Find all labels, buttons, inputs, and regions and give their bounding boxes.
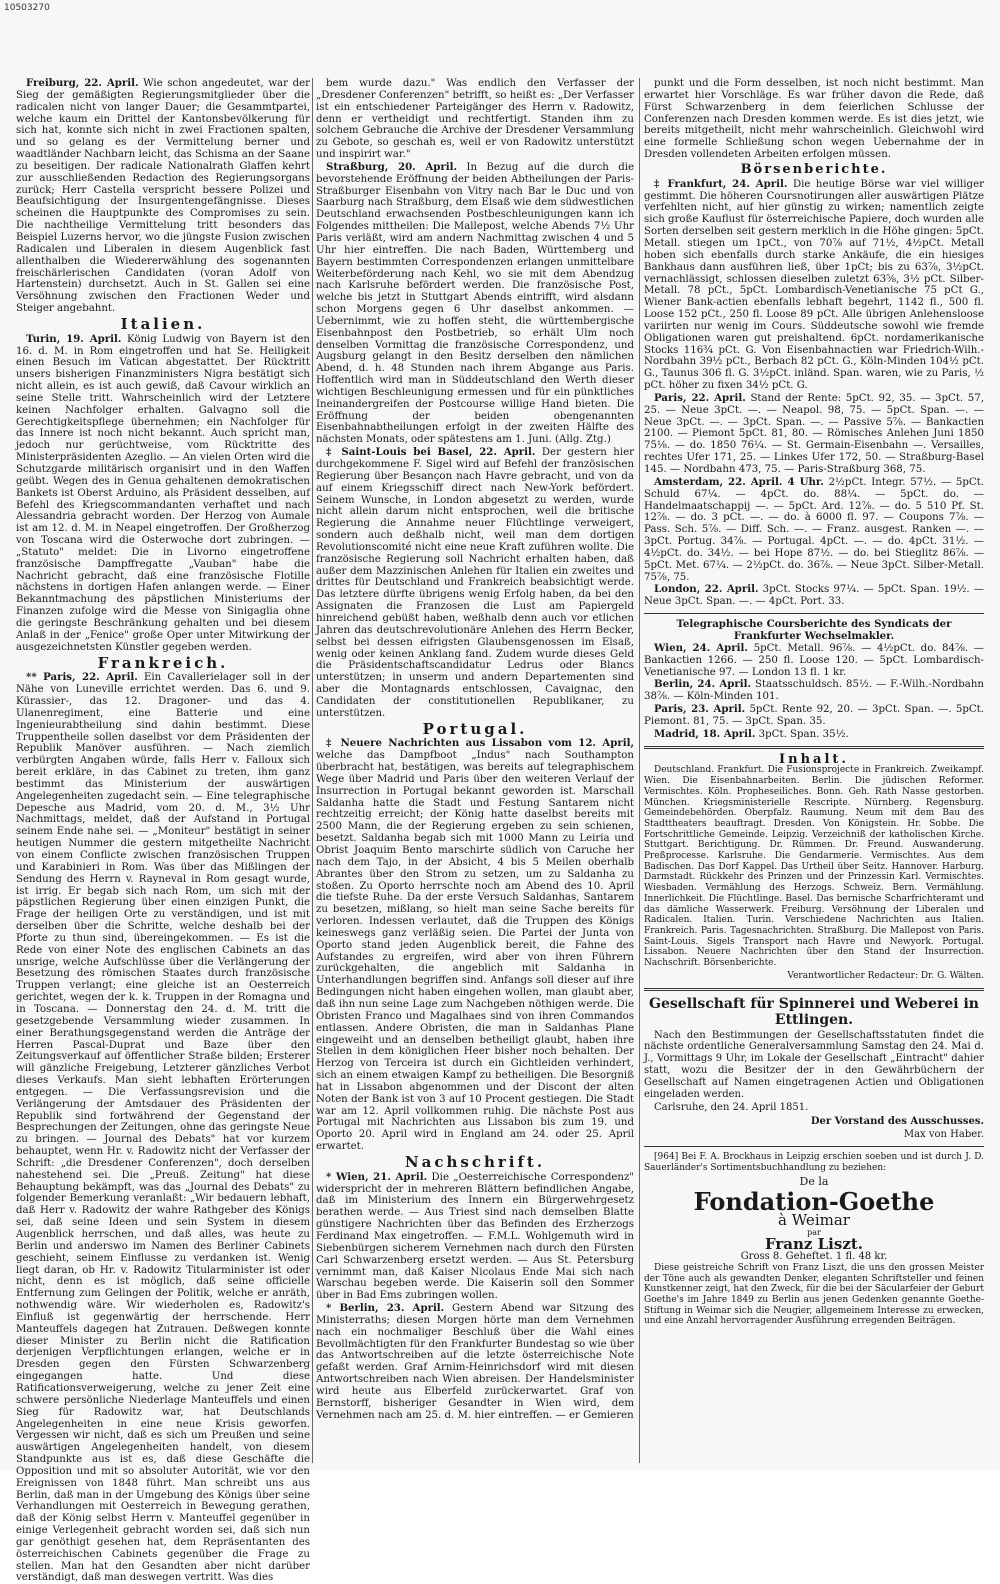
- market-report: [644, 477, 984, 584]
- article-dateline: ‡ Frankfurt, 24. April.: [654, 177, 788, 190]
- advertisement-intro: [964] Bei F. A. Brockhaus in Leipzig erschien soeben und ist durch J. D. Sauerländer's Sortimentsbuchhandlung zu beziehen:: [644, 1152, 984, 1173]
- contents-heading: Inhalt.: [779, 751, 849, 767]
- page-id: 10503270: [4, 3, 50, 13]
- article-dateline: Berlin, 24. April.: [654, 678, 752, 691]
- market-report: [644, 643, 984, 679]
- article-text: punkt und die Form desselben, ist noch nicht bestimmt. Man erwartet hier Vorschläge. Es war früher davon die Rede, daß Fürst Schwarzenberg in dem feierlichen Schlusse der Conferenzen nach Dresden kommen werde. Es ist dies jetzt, wie bereits mitgetheilt, nicht mehr wahrscheinlich. Gleichwohl wird eine formelle Schließung schon wegen Uebernahme der in Dresden vollendeten Arbeiten erfolgen müssen.: [644, 78, 984, 161]
- article: [316, 1172, 634, 1302]
- article-text: 3pCt. Stocks 97¼. — 5pCt. Span. 19½. — Neue 3pCt. Span. —. — 4pCt. Port. 33.: [644, 584, 984, 608]
- section-heading-boersen: Börsenberichte.: [740, 161, 888, 177]
- book-title: Fondation-Goethe: [693, 1187, 935, 1217]
- advertisement-date: Carlsruhe, den 24. April 1851.: [654, 1101, 809, 1113]
- article-text: Der gestern hier durchgekommene F. Sigel wird auf Befehl der französischen Regierung über Besançon nach Havre gebracht, und von da auf einem Kriegsschiff direct nach New-York befördert. Seinem Wunsche, in London abgesetzt zu werden, wurde nicht allein darum nicht entsprochen, weil die britische Regierung die Annahme neuer Flüchtlinge verweigert, sondern auch deßhalb nicht, weil man dem dortigen Revolutionscomité nicht eine neue Kraft zuführen wollte. Die französische Regierung soll Nachricht erhalten haben, daß außer dem Mazzinischen Anlehen für Italien ein zweites und drittes für Deutschland und Frankreich beabsichtigt werde. Das letztere dürfte übrigens wenig Erfolg haben, da bei den Assignaten die Franzosen die Lust am Papiergeld hinreichend gebüßt haben, weßhalb denn auch vor etlichen Jahren das deutschrevolutionäre Anlehen des Herrn Becker, selbst bei dessen eifrigsten Glaubensgenossen im Elsaß, wenig oder keinen Anklang fand. Zudem wurde dieses Geld die Präsidentschaftscandidatur Ledrus oder Blancs unterstützen; in unserm und andern Departementen sind aber die Montagnards entschlossen, Cavaignac, den Candidaten der constitutionellen Republikaner, zu unterstützen.: [316, 447, 634, 719]
- article-dateline: Freiburg, 22. April.: [26, 77, 139, 89]
- article-dateline: ‡ Neuere Nachrichten aus Lissabon vom 12. April,: [326, 737, 634, 750]
- telegraph-title: Telegraphische Coursberichte des Syndicats der Frankfurter Wechselmakler.: [676, 618, 952, 642]
- article: [316, 78, 634, 161]
- article-dateline: Straßburg, 20. April.: [326, 160, 458, 173]
- article: [316, 1303, 634, 1421]
- editor-line: Verantwortlicher Redacteur: Dr. G. Wälten.: [787, 970, 984, 981]
- article-dateline: ‡ Saint-Louis bei Basel, 22. April.: [326, 446, 536, 459]
- book-title-prefix: De la: [799, 1174, 829, 1188]
- article: [16, 334, 310, 654]
- article-text: Staatsschuldsch. 85½. — F.-Wilh.-Nordbahn 38⅞. — Köln-Minden 101.: [644, 679, 984, 703]
- section-heading-frankreich: Frankreich.: [97, 653, 229, 672]
- article-text: 5pCt. Rente 92, 20. — 3pCt. Span. —. 5pCt. Piemont. 81, 75. — 3pCt. Span. 35.: [644, 704, 985, 727]
- column-2: [316, 78, 634, 1463]
- article-text: 3pCt. Span. 35½.: [758, 728, 849, 740]
- column-divider: [312, 78, 313, 1463]
- article-dateline: Madrid, 18. April.: [654, 727, 756, 740]
- article-text: In Bezug auf die durch die bevorstehende Eröffnung der beiden Abtheilungen der Paris-Straßburger Eisenbahn von Vitry nach Bar le Duc und von Saarburg nach Straßburg, dem Elsaß wie dem südwestlichen Deutschland erwachsenden Postbeschleunigungen kann ich Folgendes mittheilen: Die Mallepost, welche Abends 7½ Uhr Paris verläßt, wird am andern Nachmittag zwischen 4 und 5 Uhr hier eintreffen. Die nach Baden, Württemberg und Bayern bestimmten Correspondenzen erlangen unmittelbare Weiterbeförderung nach Kehl, wo sie mit dem Abendzug nach Karlsruhe befördert werden. Die französische Post, welche bis jetzt in Stuttgart Abends eintrifft, wird alsdann schon Morgens gegen 6 Uhr daselbst ankommen. — Uebernimmt, wie zu hoffen steht, die württembergische Eisenbahnpost den Postbetrieb, so erhält Ulm noch denselben Vormittag die französische Correspondenz, und Augsburg gelangt in den Besitz derselben den nämlichen Abend, d. h. 48 Stunden nach ihrem Abgange aus Paris. Hoffentlich wird man in Süddeutschland den Werth dieser wichtigen Beschleunigung ermessen und für ein pünktliches Ineinandergreifen der Postcourse willige Hand bieten. Die Eröffnung der beiden obengenannten Eisenbahnabtheilungen erfolgt in der zweiten Hälfte des nächsten Monats, oder spätestens am 1. Juni. (Allg. Ztg.): [316, 161, 634, 446]
- market-report: [644, 584, 984, 608]
- section-heading-nachschrift: Nachschrift.: [404, 1152, 546, 1171]
- book-subtitle: à Weimar: [778, 1211, 850, 1230]
- market-report: [644, 704, 984, 728]
- market-report: [644, 679, 984, 703]
- divider: [644, 988, 984, 991]
- book-description: Diese geistreiche Schrift von Franz Liszt, die uns den grossen Meister der Töne auch als gewandten Denker, eleganten Schriftsteller und feinen Kunstkenner zeigt, hat den Zweck, für die bei der Säcularfeier der Geburt Goethe's im Jahre 1849 zu Berlin aus jenen Gedenken genannte Goethe-Stiftung in Weimar sich die Neugier, allgemeinem Interesse zu erwecken, und eine Anzahl hervorragender Ausführung erregenden Beiträgen.: [644, 1262, 984, 1327]
- article-dateline: Wien, 24. April.: [654, 641, 748, 654]
- article: [316, 447, 634, 719]
- article-text: bem wurde dazu." Was endlich den Verfasser der „Dresdener Conferenzen" betrifft, so heißt es: „Der Verfasser ist ein entschiedener Parteigänger des Herrn v. Radowitz, denn er vertheidigt und rechtfertigt. Standen ihm zu solchem Gebrauche die Archive der Dresdener Versammlung zu Gebote, so geschah es, weil er von Radowitz unterstützt und inspirirt war.": [316, 78, 634, 161]
- article-text: Die „Oesterreichische Correspondenz" widerspricht der in mehreren Blättern befindlichen Angabe, daß im Ministerium des Innern ein Bürgerwehrgesetz berathen werde. — Aus Triest sind nach demselben Blatte günstigere Nachrichten über das Befinden des Erzherzogs Ferdinand Max eingetroffen. — F.M.L. Wohlgemuth wird in Siebenbürgen sicherem Vernehmen nach durch den Fürsten Carl Schwarzenberg ersetzt werden. — Aus St. Petersburg vernimmt man, daß Kaiser Nicolaus Ende Mai sich nach Warschau begeben werde. Die Kaiserin soll den Sommer über in Bad Ems zubringen wollen.: [316, 1171, 634, 1302]
- book-author: Franz Liszt.: [764, 1235, 863, 1254]
- column-divider: [639, 78, 640, 1463]
- divider: [644, 1146, 984, 1147]
- market-report: [644, 729, 984, 741]
- section-heading-italien: Italien.: [120, 314, 206, 333]
- article: [16, 78, 310, 315]
- divider: [644, 746, 984, 749]
- advertisement-text: Nach den Bestimmungen der Gesellschaftsstatuten findet die nächste ordentliche Generalversammlung Samstag den 24. Mai d. J., Vormittags 9 Uhr, im Lokale der Gesellschaft „Eintracht" dahier statt, wozu die Besitzer der in den Gewährbüchern der Gesellschaft auf Namen eingetragenen Actien und Obligationen eingeladen werden.: [644, 1029, 984, 1100]
- article: [644, 78, 984, 161]
- article-text: Ein Cavallerielager soll in der Nähe von Luneville errichtet werden. Das 6. und 9. Kürassier-, das 12. Dragoner- und das 4. Ulanenregiment, eine Batterie und eine Ingenieurabtheilung sind dahin bestimmt. Diese Truppentheile sollen daselbst vor dem Präsidenten der Republik Manöver ausführen. — Nach ziemlich verbürgten Angaben würde, falls Herr v. Falloux sich bereit erkläre, in das Cabinet zu treten, ihm ganz bestimmt das Ministerium der auswärtigen Angelegenheiten zugedacht sein. — Eine telegraphische Depesche aus Madrid, vom 20. d. M., 3½ Uhr Nachmittags, meldet, daß der Aufstand in Portugal seinem Ende nahe sei. — „Moniteur" bestätigt in seiner heutigen Nummer die gestern mitgetheilte Nachricht von einem Conflicte zwischen französischen Truppen und Karabinieri in Rom. Was über das Mißlingen der Sendung des Herrn v. Rayneval in Rom gesagt wurde, ist irrig. Er begab sich nach Rom, um sich mit der päpstlichen Regierung über einen einzigen Punkt, die Frage der heiligen Orte zu verständigen, und ist mit derselben über die Schritte, welche deshalb bei der Pforte zu thun sind, übereingekommen. — Es ist die Rede von einer Note des englischen Cabinets an das unsrige, welche Aufschlüsse über die Verlängerung der Besetzung des römischen Staates durch französische Truppen verlangt; eine gleiche ist an Oesterreich gerichtet, wegen der k. k. Truppen in der Romagna und in Toscana. — Donnerstag den 24. d. M. tritt die gesetzgebende Versammlung wieder zusammen. In einer Berathungsgegenstand werden die Anträge der Herren Pascal-Duprat und Baze über den Zeitungsverkauf auf öffentlicher Straße bilden; Ersterer will gänzliche Freigebung, Letzterer gänzliches Verbot dieses Verkaufs. Man sieht lebhaften Erörterungen entgegen. — Die Verfassungsrevision und die Verlängerung der Amtsdauer des Präsidenten der Republik sind fortwährend der Gegenstand der Besprechungen der Zeitungen, ohne das geringste Neue zu bringen. — Journal des Debats" hat vor kurzem behauptet, wenn Hr. v. Radowitz nicht der Verfasser der Schrift: „die Dresdener Conferenzen", doch derselben nahestehend sei. Die „Preuß. Zeitung" hat diese Behauptung bekämpft, was das „Journal des Debats" zu folgender Bemerkung veranlaßt: „Wir bedauern lebhaft, daß Herr v. Radowitz der wahre Rathgeber des Königs sei, daß seine Ideen und sein System in diesem Augenblick herrschen, und daß alles, was heute zu Berlin und anderswo im Namen des Berliner Cabinets geschieht, seinem Einflusse zu verdanken ist. Wenig liegt daran, ob Hr. v. Radowitz Titularminister ist oder nicht, denn es ist möglich, daß seine officielle Entfernung zum Gelingen der Politik, welche er anräth, nothwendig wäre. Wir wiederholen es, Radowitz's Einfluß ist gegenwärtig der herrschende. Herr Manteuffels dagegen hat Zutrauen. Deßwegen konnte dieser Minister zu Berlin nicht die Ratification derjenigen Verpflichtungen erlangen, welche er in Dresden gegen den Fürsten Schwarzenberg eingegangen hatte. Und diese Ratificationsverweigerung, welche zu jener Zeit eine schwere persönliche Niederlage Manteuffels und einen Sieg für Radowitz war, hat Deutschlands Angelegenheiten in eine neue Krisis geworfen. Vergessen wir nicht, daß es sich um Preußen und seine auswärtigen Angelegenheiten handelt, von diesem Standpunkte aus ist es, daß diese Geschäfte die Opposition und mit so absoluter Autorität, wie vor den Ereignissen von 1848 führt. Man schreibt uns aus Berlin, daß man in der Umgebung des Königs über seine Verhandlungen mit Oesterreich in Bewegung gerathen, daß der König selbst Herrn v. Manteuffel gegenüber in einige Verlegenheit gebracht worden sei, daß sich nun gar genöthigt gesehen hat, dem Repräsentanten des österreichischen Cabinets gegenüber die Frage zu stellen. Man hat den Gesandten aber nicht darüber verständigt, daß man deswegen vertritt. Was dies: [16, 672, 310, 1584]
- article: [316, 738, 634, 1153]
- market-report: [644, 393, 984, 476]
- book-by: par: [807, 1228, 821, 1238]
- article-text: König Ludwig von Bayern ist den 16. d. M. in Rom eingetroffen und hat Se. Heiligkeit einen Besuch im Vatican abgestattet. Der Rücktritt unsers bisherigen Finanzministers Nigra bestätigt sich nicht allein, es ist auch gewiß, daß Cavour wirklich an seine Stelle tritt. Wahrscheinlich wird der Letztere keinen Nachfolger erhalten. Galvagno soll die Gerechtigkeitspflege übernehmen; ein Nachfolger für das Innere ist noch nicht bekannt. Auch spricht man, jedoch nur gerüchtweise, vom Rücktritte des Ministerpräsidenten Azeglio. — An vielen Orten wird die Schutzgarde militärisch organisirt und in den Waffen geübt. Wegen des in Genua gehaltenen demokratischen Bankets ist Oberst Arduino, als Präsident desselben, auf Befehl des Kriegscommandanten verhaftet und nach Alessandria gebracht worden. Der Herzog von Aumale ist am 12. d. M. in Neapel eingetroffen. Der Großherzog von Toscana wird die Osterwoche dort zubringen. — „Statuto" meldet: Die in Livorno eingetroffene französische Dampffregatte „Vauban" habe die Nachricht gebracht, daß eine französische Flotille nächstens in dortigen Hafen anlangen werde. — Einer Bekanntmachung des päpstlichen Ministeriums der Finanzen zufolge wird die Messe von Sinigaglia ohne die geringste Beschränkung gehalten und bei diesem Anlaß in der „Fenice" große Oper unter Mitwirkung der ausgezeichnetsten Künstler gegeben werden.: [16, 333, 310, 653]
- article-text: Stand der Rente: 5pCt. 92, 35. — 3pCt. 57, 25. — Neue 3pCt. —. — Neapol. 98, 75. — 5pCt. Span. —. — Neue 3pCt. —. — 3pCt. Span. —. — Passive 5⅞. — Bankactien 2100. — Piemont 5pCt. 81, 80. — Römisches Anlehen Juni 1850 75⅛. — do. 1850 76¼. — St. Germain-Eisenbahn —. Versailles, rechtes Ufer 171, 25. — Linkes Ufer 172, 50. — Straßburg-Basel 145. — Nordbahn 473, 75. — Paris-Straßburg 368, 75.: [644, 392, 984, 475]
- column-1: [16, 77, 310, 1584]
- market-report: [644, 179, 984, 392]
- article: [16, 672, 310, 1584]
- article-dateline: Turin, 19. April.: [26, 332, 122, 345]
- divider: [644, 613, 984, 614]
- table-of-contents: Deutschland. Frankfurt. Die Fusionsprojecte in Frankreich. Zweikampf. Wien. Die Eisenbahnarbeiten. Berlin. Die jüdischen Reformer. Vermischtes. Köln. Propheseiliches. Bonn. Geh. Rath Nasse gestorben. München. Kriegsministerielle Rescripte. Nürnberg. Regensburg. Gemeindebehörden. Oberpfalz. Raumung. Neum mit dem Bau des Stadttheaters beauftragt. Dresden. Von Königstein. Hr. Sobbe. Die Fortschrittliche Gemeinde. Leipzig. Verzeichniß der katholischen Kirche. Stuttgart. Berichtigung. Dr. Rümmen. Dr. Freund. Auswanderung. Preßprocesse. Karlsruhe. Die Gendarmerie. Vermischtes. Aus dem Badischen. Das Dorf Kappel. Das Urtheil über Seitz. Hannover. Harburg. Darmstadt. Rückkehr des Prinzen und der Prinzessin Karl. Vermischtes. Wiesbaden. Vermählung des Herzogs. Schweiz. Bern. Vermählung. Innerlichkeit. Die Flüchtlinge. Basel. Das bernische Scharfrichteramt und das dämliche Wasserwerk. Freiburg. Versöhnung der Liberalen und Radicalen. Italien. Turin. Verschiedene Nachrichten aus Italien. Frankreich. Paris. Tagesnachrichten. Straßburg. Die Mallepost von Paris. Saint-Louis. Sigels Transport nach Havre und Newyork. Portugal. Lissabon. Neuere Nachrichten über den Stand der Insurrection. Nachschrift. Börsenberichte.: [644, 765, 984, 969]
- article-text: 2½pCt. Integr. 57½. — 5pCt. Schuld 67¼. — 4pCt. do. 88¼. — 5pCt. do. — Handelmaatschappij —. — 5pCt. Ard. 12⅞. — do. 5 510 Pf. St. 12⅞. — do. 3 pCt. —. — do. à 6000 fl. 97. — Coupons 7⅞. — Pass. Sch. 5⅞. — Diff. Sch. —. — Franz. ausgest. Ranken —. — 3pCt. Portug. 34⅞. — Portugal. 4pCt. —. — do. 4pCt. 31½. — 4½pCt. do. 34½. — bei Hope 87½. — do. bei Stieglitz 86⅞. — 5pCt. Met. 67¼. — 2½pCt. do. 36⅞. — Neue 3pCt. Silber-Metall. 75⅞, 75.: [644, 476, 984, 583]
- advertisement-signature: Der Vorstand des Ausschusses.: [810, 1115, 984, 1127]
- article-text: Gestern Abend war Sitzung des Ministerraths; diesen Morgen hörte man dem Vernehmen nach ein nochmaliger Beschluß über die Wahl eines Bevollmächtigten für den Frankfurter Bundestag so wie über das Antwortschreiben auf die letzte österreichische Note gefaßt werden. Graf Arnim-Heinrichsdorf wird mit diesen Antwortschreiben nach Wien abreisen. Der Handelsminister wird heute aus Elberfeld zurückerwartet. Graf von Bernstorff, bisheriger Gesandter in Wien wird, dem Vernehmen nach am 25. d. M. hier eintreffen. — er Gemieren: [316, 1303, 634, 1421]
- article-dateline: Paris, 22. April.: [654, 391, 746, 404]
- article-dateline: * Berlin, 23. April.: [326, 1302, 445, 1315]
- article-dateline: Amsterdam, 22. April. 4 Uhr.: [654, 475, 824, 488]
- advertisement-title: Gesellschaft für Spinnerei und Weberei in Ettlingen.: [649, 995, 979, 1028]
- book-price: Gross 8. Geheftet. 1 fl. 48 kr.: [740, 1250, 888, 1262]
- article-text: welche das Dampfboot „Indus" nach Southampton überbracht hat, bestätigen, was bereits auf telegraphischem Wege über Madrid und Paris über den weiteren Verlauf der Insurrection in Portugal bekannt geworden ist. Marschall Saldanha hatte die Stadt und Festung Santarem nicht rechtzeitig erreicht; der König hatte daselbst bereits mit 2500 Mann, die der Regierung ergeben zu sein schienen, besetzt. Saldanha begab sich mit 1000 Mann zu Leiria und Obrist Joaquim Bento marschirte südlich von Caruche her nach dem Tajo, in der Absicht, 4 bis 5 Meilen oberhalb Abrantes über den Strom zu setzen, um zu Saldanha zu stoßen. Zu Oporto herrschte noch am Abend des 10. April die tiefste Ruhe. Da der erste Versuch Saldanhas, Santarem zu besetzen, mißlang, so hielt man seine Sache bereits für verloren. Indessen verlautet, daß die Truppen des Königs keineswegs ganz verläßig seien. Die Partei der Junta von Oporto stand jeden Augenblick bereit, die Fahne des Aufstandes zu ergreifen, wird aber von ihren Führern zurückgehalten, die angeblich mit Saldanha in Unterhandlungen begriffen sind. Anfangs soll dieser auf ihre Bedingungen nicht haben eingehen wollen, man glaubt aber, daß ihn nun seine Lage zum Nachgeben nöthigen werde. Die Obristen Franco und Magalhaes sind von ihren Commandos entlassen. Andere Obristen, die man in Saldanhas Plane eingeweiht und an denselben betheiligt glaubt, haben ihre Stellen in dem königlichen Heer bisher noch behalten. Der Herzog von Terceira ist durch ein Gichtleiden verhindert, sich an einem etwaigen Kampf zu betheiligen. Die Besorgniß hat in Lissabon abgenommen und der Discont der alten Noten der Bank ist von 3 auf 10 Procent gestiegen. Die Stadt war am 12. April vollkommen ruhig. Die nächste Post aus Portugal mit Nachrichten aus Lissabon bis zum 19. und Oporto 20. April wird in England am 24. oder 25. April erwartet.: [316, 750, 634, 1153]
- article-dateline: Paris, 23. April.: [654, 703, 746, 716]
- column-3: [644, 78, 984, 1463]
- article-dateline: London, 22. April.: [654, 583, 759, 596]
- article-dateline: ** Paris, 22. April.: [26, 671, 138, 684]
- article: [316, 162, 634, 446]
- article-text: 5pCt. Metall. 96⅞. — 4½pCt. do. 84⅞. — Bankactien 1266. — 250 fl. Loose 120. — 5pCt. Lombardisch-Venetianische 97. — London 13 fl. 1 kr.: [644, 642, 984, 678]
- article-dateline: * Wien, 21. April.: [326, 1170, 428, 1183]
- advertisement-signature: Max von Haber.: [903, 1129, 984, 1141]
- article-text: Die heutige Börse war viel williger gestimmt. Die höheren Coursnotirungen aller auswärtigen Plätze verfehlten nicht, auf hier günstig zu wirken; namentlich zeigte sich große Kauflust für österreichische Papiere, doch wurden alle Sorten derselben seit gestern merklich in die Höhe gingen: 5pCt. Metall. stiegen um 1pCt., von 70⅞ auf 71½, 4½pCt. Metall hoben sich ebenfalls durch starke Ankäufe, die ein hiesiges Bankhaus dann ausführen ließ, über 1pCt; bis zu 63⅞, 3½pCt. vernachlässigt, schlossen dieselben zuletzt 63⅝, 3½ pCt. Silber-Metall. 78 pCt., 5pCt. Lombardisch-Venetianische 75 pCt G., Wiener Bank-actien ebenfalls lebhaft begehrt, 1142 fl., 500 fl. Loose 152 pCt., 250 fl. Loose 89 pCt. Alle übrigen Anlehensloose variirten nur wenig im Cours. Süddeutsche sowohl wie fremde Obligationen waren gut preishaltend. 6pCt. nordamerikanische Stocks 116¾ pCt. G. Von Eisenbahnactien war Friedrich-Wilh.-Nordbahn 39½ pCt., Berbach 82 pCt. G., Köln-Minden 104½ pCt. G., Taunus 306 fl. G. 3½pCt. inländ. Span. waren, wie zu Paris, ½ pCt. höher zu fixen 34½ pCt. G.: [644, 178, 984, 392]
- section-heading-portugal: Portugal.: [422, 719, 528, 738]
- article-text: Wie schon angedeutet, war der Sieg der gemäßigten Regierungsmitglieder über die radicalen nicht von langer Dauer; die Gesammtpartei, welche kaum ein Drittel der Kantonsbevölkerung für sich hat, konnte sich nicht in zwei Fractionen spalten, und so gelang es der Vermittelung berner und waadtländer Nachbarn leicht, das Schisma an der Saane zu beseitigen. Der radicale Nationalrath Glaffen kehrt zur ausschließenden Redaction des Regierungsorgans zurück; Herr Castella verspricht bessere Polizei und Beaufsichtigung der Insurgentengefängnisse. Dieses scheinen die Hauptpunkte des Compromises zu sein. Die nachtheilige Vermittelung tritt besonders das Beispiel Luzerns hervor, wo die jüngste Fusion zwischen Radicalen und Liberalen in diesem Augenblick fast allenthalben die Wiedererwählung des sogenannten freischärlerischen Candidaten (voran Adolf von Hartenstein) durchsetzt. Auch in St. Gallen sei eine Versöhnung zwischen den Fractionen Weder und Steiger angebahnt.: [16, 78, 310, 315]
- schweiz-section: [16, 78, 310, 315]
